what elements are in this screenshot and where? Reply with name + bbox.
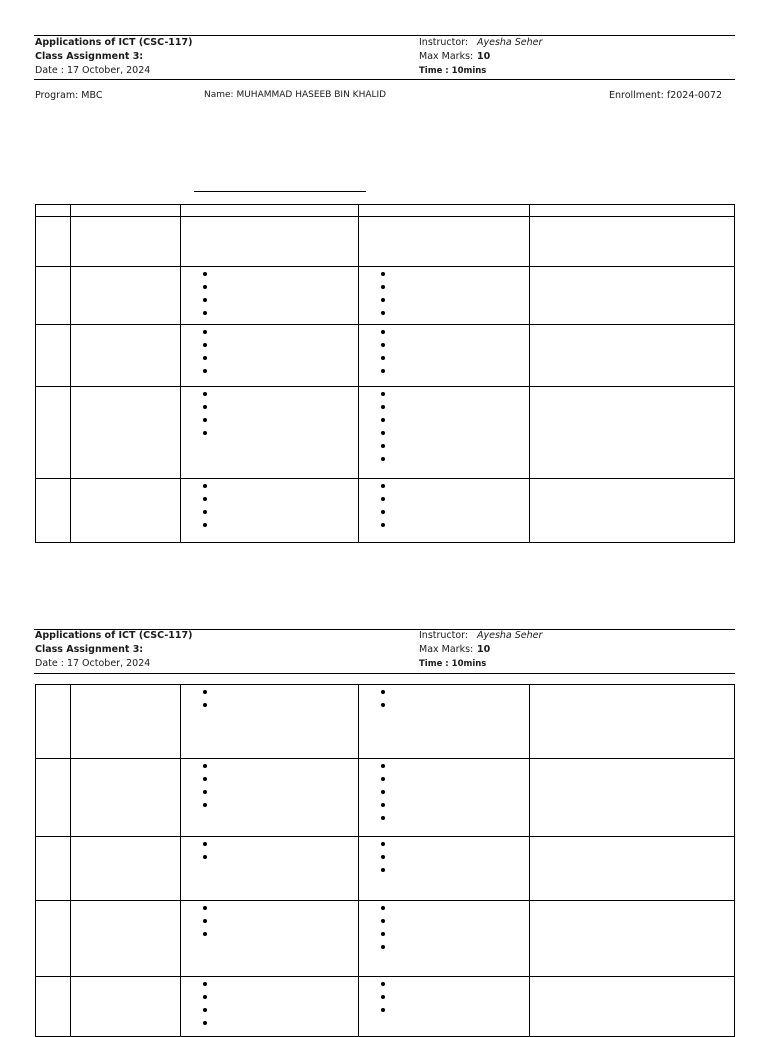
table-row <box>36 387 735 479</box>
table-cell <box>359 217 530 267</box>
bullet-point <box>381 703 385 707</box>
assignment-title: Class Assignment 3: <box>35 644 144 655</box>
table-cell <box>181 217 359 267</box>
header-bottom-rule <box>34 673 735 674</box>
bullet-point <box>203 285 207 289</box>
max-marks-value: 10 <box>477 644 491 655</box>
student-enrollment: Enrollment: f2024-0072 <box>609 90 723 101</box>
bullet-point <box>381 919 385 923</box>
table-cell <box>71 325 181 387</box>
bullet-point <box>381 932 385 936</box>
course-title: Applications of ICT (CSC-117) <box>35 630 193 641</box>
bullet-point <box>381 484 385 488</box>
table-cell <box>71 977 181 1037</box>
max-marks-value: 10 <box>477 51 491 62</box>
bullet-point <box>381 523 385 527</box>
table-cell <box>530 387 735 479</box>
bullet-point <box>203 919 207 923</box>
bullet-point <box>203 369 207 373</box>
bullet-point <box>203 690 207 694</box>
bullet-point <box>381 457 385 461</box>
table-cell <box>71 837 181 901</box>
table-row <box>36 759 735 837</box>
bullet-point <box>203 311 207 315</box>
bullet-point <box>381 764 385 768</box>
bullet-point <box>381 842 385 846</box>
bullet-point <box>203 418 207 422</box>
bullet-point <box>381 995 385 999</box>
table-row <box>36 977 735 1037</box>
bullet-point <box>203 431 207 435</box>
title-underline <box>194 191 366 192</box>
bullet-point <box>381 418 385 422</box>
table-cell <box>359 205 530 217</box>
table-cell <box>71 685 181 759</box>
instructor-name: Ayesha Seher <box>477 630 543 641</box>
table-cell <box>530 217 735 267</box>
bullet-point <box>381 790 385 794</box>
bullet-point <box>203 497 207 501</box>
table-cell <box>36 205 71 217</box>
bullet-point <box>203 906 207 910</box>
bullet-point <box>381 343 385 347</box>
table-cell <box>530 267 735 325</box>
bullet-point <box>381 356 385 360</box>
bullet-point <box>203 855 207 859</box>
table-cell <box>530 837 735 901</box>
table-header-row <box>36 205 735 217</box>
time-limit: Time : 10mins <box>419 659 487 669</box>
table-cell <box>181 977 359 1037</box>
bullet-point <box>203 764 207 768</box>
bullet-point <box>381 431 385 435</box>
bullet-point <box>381 868 385 872</box>
table-cell <box>359 901 530 977</box>
bullet-point <box>381 392 385 396</box>
bullet-point <box>203 523 207 527</box>
bullet-point <box>381 816 385 820</box>
table-row <box>36 267 735 325</box>
student-program: Program: MBC <box>35 90 103 101</box>
table-row <box>36 479 735 543</box>
bullet-point <box>381 444 385 448</box>
table-cell <box>71 217 181 267</box>
bullet-point <box>203 343 207 347</box>
bullet-point <box>203 995 207 999</box>
table-cell <box>530 977 735 1037</box>
assignment-table-2 <box>35 684 735 1037</box>
table-cell <box>359 685 530 759</box>
bullet-point <box>381 982 385 986</box>
bullet-point <box>381 405 385 409</box>
table-cell <box>359 759 530 837</box>
table-cell <box>181 387 359 479</box>
table-row <box>36 901 735 977</box>
table-cell <box>36 977 71 1037</box>
bullet-point <box>203 405 207 409</box>
bullet-point <box>203 484 207 488</box>
bullet-point <box>381 510 385 514</box>
table-cell <box>36 901 71 977</box>
header-bottom-rule <box>34 79 735 80</box>
assignment-date: Date : 17 October, 2024 <box>35 65 151 76</box>
table-cell <box>36 267 71 325</box>
bullet-point <box>381 906 385 910</box>
bullet-point <box>203 703 207 707</box>
table-row <box>36 685 735 759</box>
bullet-point <box>381 945 385 949</box>
table-cell <box>181 267 359 325</box>
bullet-point <box>381 369 385 373</box>
time-limit: Time : 10mins <box>419 66 487 76</box>
table-row <box>36 217 735 267</box>
assignment-title: Class Assignment 3: <box>35 51 144 62</box>
table-cell <box>36 479 71 543</box>
table-cell <box>71 387 181 479</box>
bullet-point <box>203 842 207 846</box>
bullet-point <box>381 690 385 694</box>
table-cell <box>36 217 71 267</box>
bullet-point <box>203 777 207 781</box>
table-row <box>36 837 735 901</box>
table-cell <box>181 901 359 977</box>
bullet-point <box>203 356 207 360</box>
table-cell <box>181 837 359 901</box>
table-cell <box>36 759 71 837</box>
bullet-point <box>203 932 207 936</box>
instructor-name: Ayesha Seher <box>477 37 543 48</box>
bullet-point <box>203 298 207 302</box>
table-cell <box>36 837 71 901</box>
table-cell <box>181 325 359 387</box>
table-cell <box>36 325 71 387</box>
table-cell <box>181 685 359 759</box>
course-title: Applications of ICT (CSC-117) <box>35 37 193 48</box>
table-cell <box>36 387 71 479</box>
table-cell <box>71 205 181 217</box>
bullet-point <box>381 777 385 781</box>
table-cell <box>530 901 735 977</box>
bullet-point <box>381 497 385 501</box>
bullet-point <box>381 330 385 334</box>
instructor-label: Instructor: <box>419 37 469 48</box>
bullet-point <box>203 982 207 986</box>
table-cell <box>530 759 735 837</box>
bullet-point <box>203 803 207 807</box>
bullet-point <box>381 855 385 859</box>
instructor-label: Instructor: <box>419 630 469 641</box>
bullet-point <box>381 311 385 315</box>
bullet-point <box>381 272 385 276</box>
bullet-point <box>381 803 385 807</box>
table-cell <box>71 759 181 837</box>
table-cell <box>71 267 181 325</box>
table-cell <box>359 977 530 1037</box>
table-cell <box>36 685 71 759</box>
table-cell <box>181 479 359 543</box>
bullet-point <box>203 392 207 396</box>
assignment-table-1 <box>35 204 735 543</box>
bullet-point <box>203 510 207 514</box>
bullet-point <box>381 285 385 289</box>
bullet-point <box>203 272 207 276</box>
table-cell <box>530 479 735 543</box>
student-name: Name: MUHAMMAD HASEEB BIN KHALID <box>204 90 387 100</box>
table-cell <box>530 205 735 217</box>
bullet-point <box>203 330 207 334</box>
table-cell <box>530 685 735 759</box>
table-cell <box>71 479 181 543</box>
max-marks-label: Max Marks: <box>419 644 474 655</box>
assignment-date: Date : 17 October, 2024 <box>35 658 151 669</box>
table-row <box>36 325 735 387</box>
table-cell <box>181 759 359 837</box>
bullet-point <box>381 1008 385 1012</box>
bullet-point <box>203 1008 207 1012</box>
bullet-point <box>381 298 385 302</box>
max-marks-label: Max Marks: <box>419 51 474 62</box>
bullet-point <box>203 790 207 794</box>
table-cell <box>181 205 359 217</box>
table-cell <box>71 901 181 977</box>
table-cell <box>530 325 735 387</box>
